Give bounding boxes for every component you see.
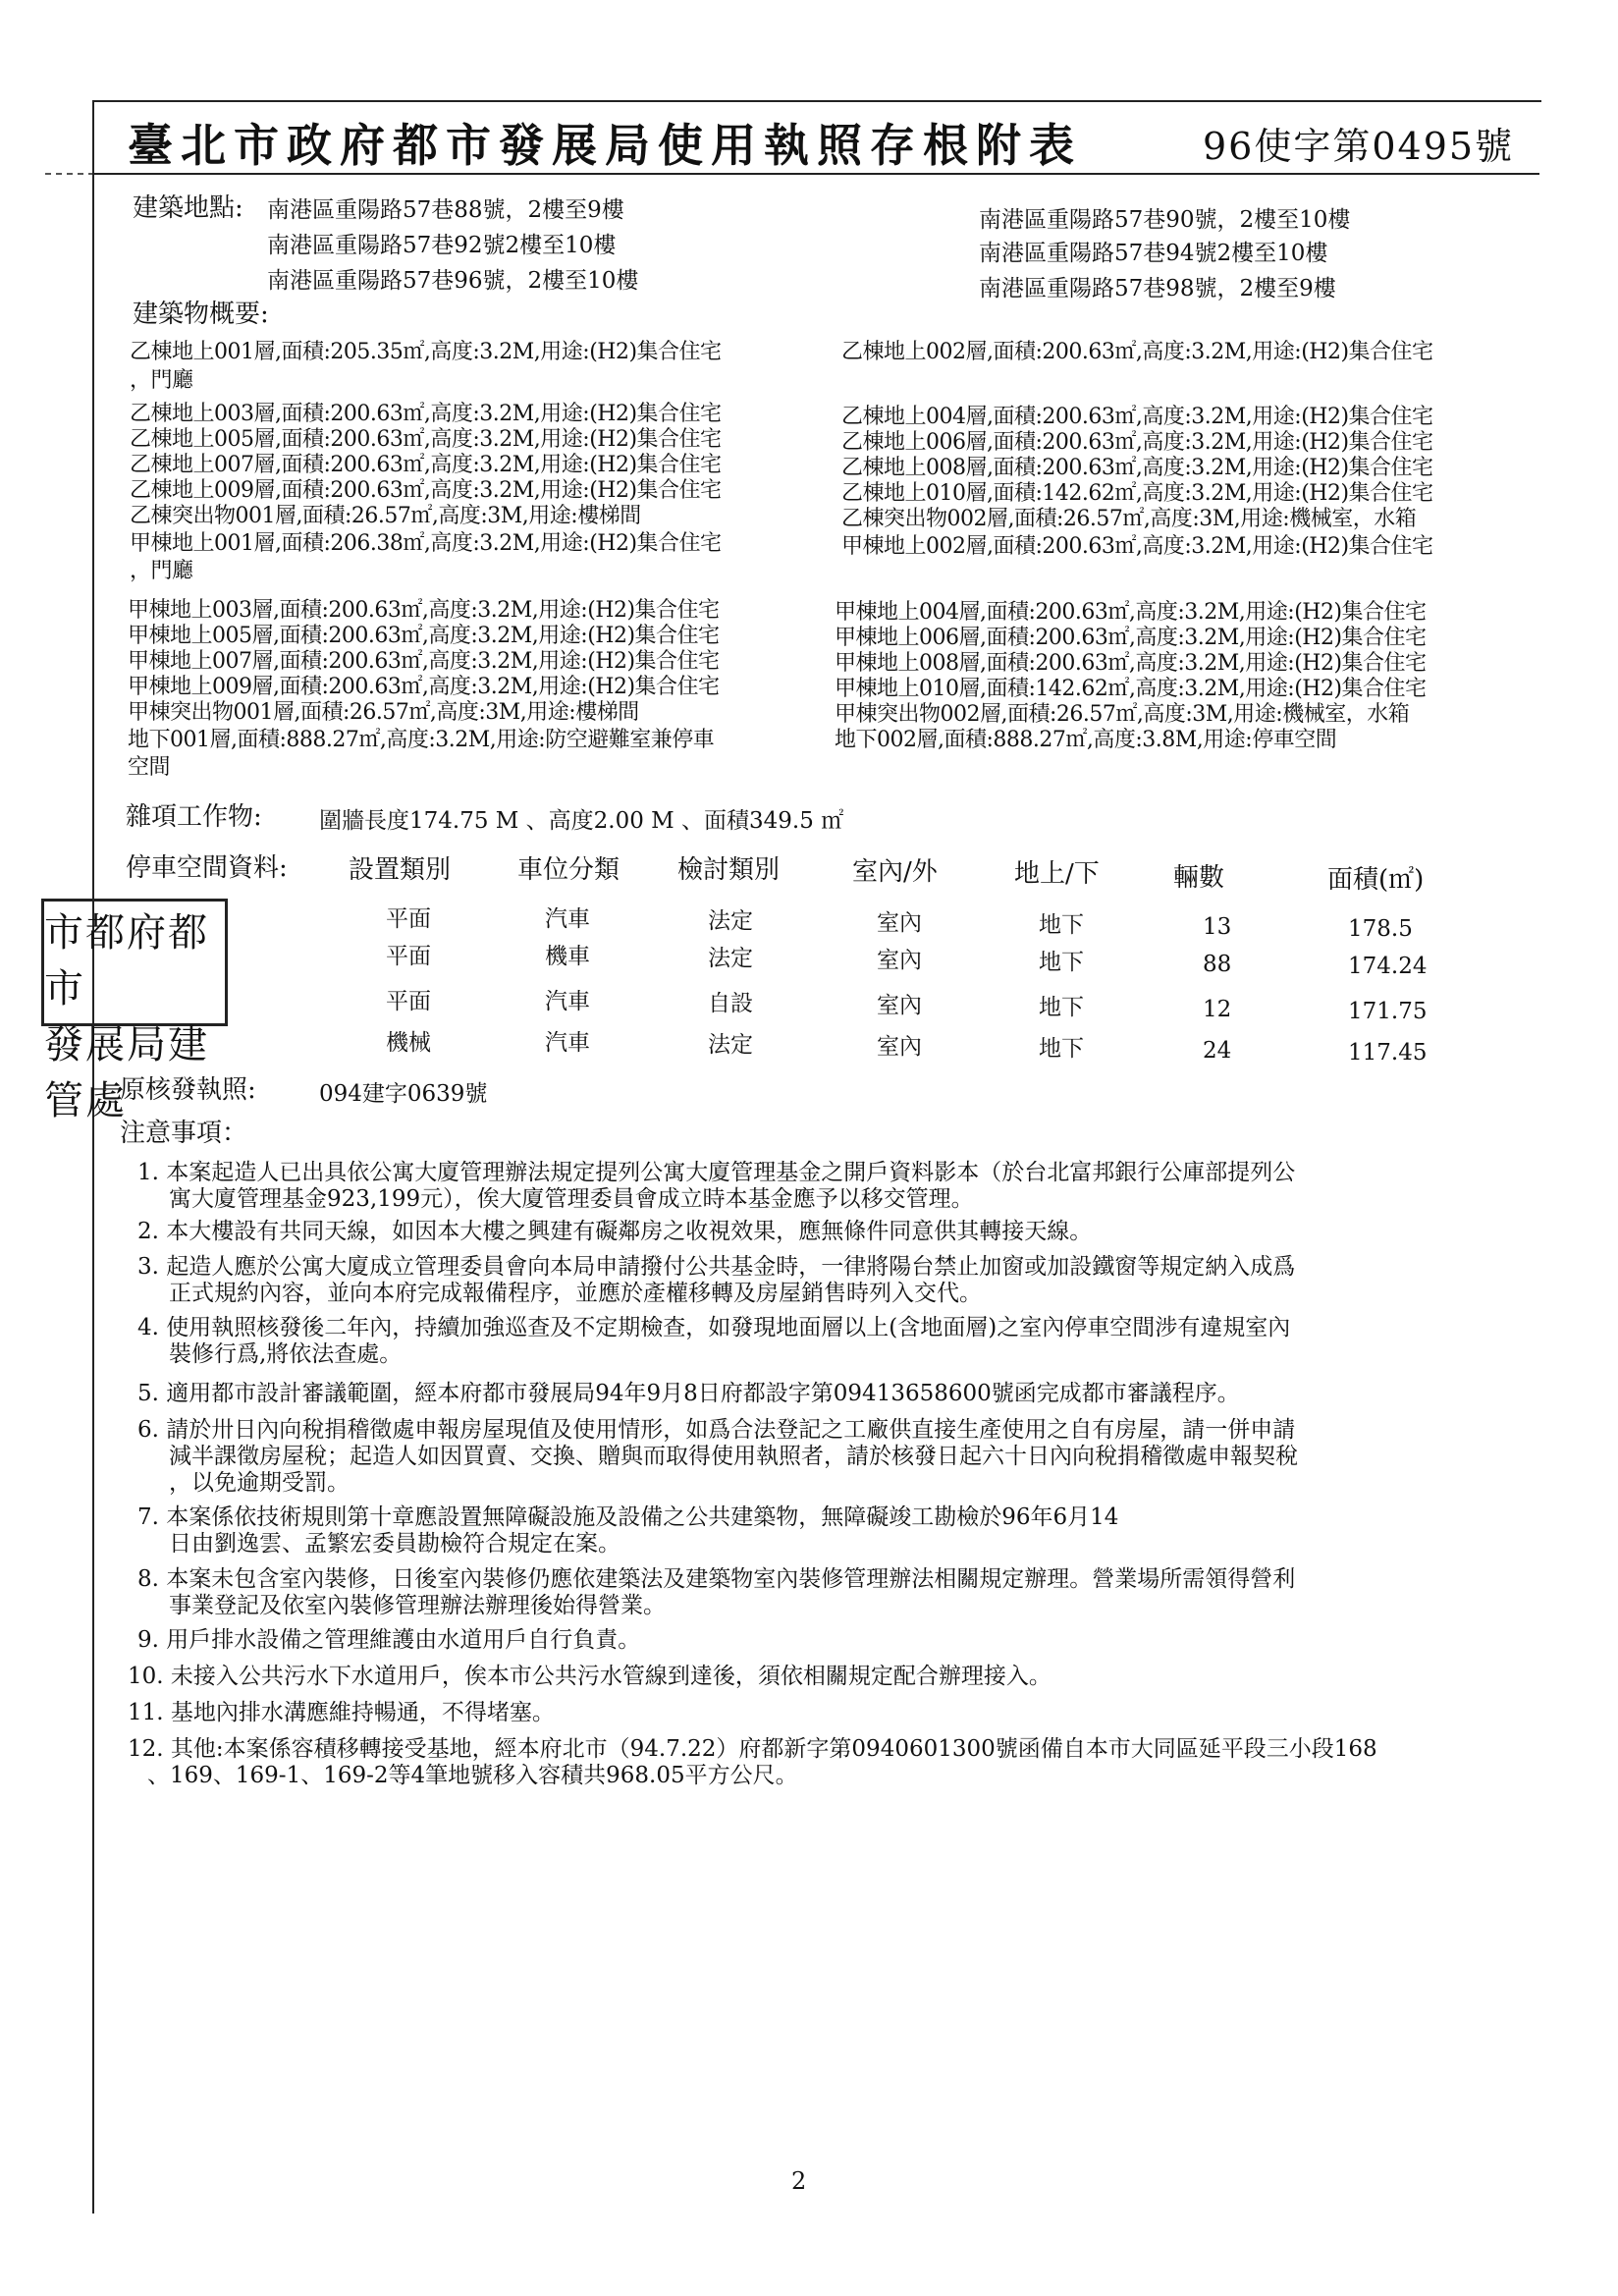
seal-text: 市都府都市 — [44, 910, 209, 1011]
overview-line: 甲棟地上007層,面積:200.63㎡,高度:3.2M,用途:(H2)集合住宅 — [128, 649, 720, 674]
note-line: 6. 請於卅日內向稅捐稽徵處申報房屋現值及使用情形，如爲合法登記之工廠供直接生產使用之自有房屋，請一併申請 — [137, 1417, 1296, 1443]
note-line: ，以免逾期受罰。 — [169, 1470, 350, 1496]
document-number: 96使字第0495號 — [1203, 125, 1515, 168]
parking-header: 輛數 — [1173, 863, 1225, 893]
parking-cell: 平面 — [386, 989, 431, 1014]
note-line: 減半課徵房屋稅；起造人如因買賣、交換、贈與而取得使用執照者，請於核發日起六十日內向稅捐稽徵處申報契稅 — [169, 1444, 1298, 1469]
note-line: 4. 使用執照核發後二年內，持續加強巡查及不定期檢查，如發現地面層以上(含地面層)之室內停車空間涉有違規室內 — [137, 1315, 1291, 1340]
overview-line: 乙棟突出物001層,面積:26.57㎡,高度:3M,用途:樓梯間 — [130, 504, 641, 528]
parking-cell: 室內 — [877, 1034, 922, 1060]
original-license-label: 原核發執照: — [120, 1075, 256, 1105]
overview-line: 地下002層,面積:888.27㎡,高度:3.8M,用途:停車空間 — [835, 728, 1337, 752]
parking-cell: 機車 — [545, 944, 590, 969]
parking-cell: 地下 — [1039, 995, 1084, 1020]
parking-cell: 平面 — [386, 944, 431, 969]
note-line: 7. 本案係依技術規則第十章應設置無障礙設施及設備之公共建築物，無障礙竣工勘檢於96年6月14 — [137, 1504, 1119, 1530]
parking-header: 室內/外 — [852, 857, 938, 887]
address-line: 南港區重陽路57巷92號2樓至10樓 — [267, 233, 617, 258]
parking-cell: 自設 — [708, 991, 753, 1016]
overview-line: 甲棟地上003層,面積:200.63㎡,高度:3.2M,用途:(H2)集合住宅 — [128, 598, 720, 623]
note-line: 2. 本大樓設有共同天線，如因本大樓之興建有礙鄰房之收視效果，應無條件同意供其轉接天線。 — [137, 1219, 1093, 1244]
overview-line: 乙棟地上003層,面積:200.63㎡,高度:3.2M,用途:(H2)集合住宅 — [130, 402, 722, 426]
parking-cell: 88 — [1203, 952, 1232, 977]
note-line: 10. 未接入公共污水下水道用戶，俟本市公共污水管線到達後，須依相關規定配合辦理接入。 — [128, 1664, 1052, 1689]
parking-cell: 117.45 — [1348, 1040, 1428, 1066]
overview-line: 甲棟突出物002層,面積:26.57㎡,高度:3M,用途:機械室，水箱 — [835, 702, 1410, 727]
parking-cell: 174.24 — [1348, 954, 1428, 979]
overview-line: 地下001層,面積:888.27㎡,高度:3.2M,用途:防空避難室兼停車 — [128, 728, 715, 752]
parking-cell: 機械 — [386, 1030, 431, 1056]
note-line: 11. 基地內排水溝應維持暢通，不得堵塞。 — [128, 1700, 555, 1725]
note-line: 裝修行爲,將依法查處。 — [169, 1341, 403, 1367]
misc-work-value: 圍牆長度174.75 M 、高度2.00 M 、面積349.5 ㎡ — [319, 808, 844, 834]
address-line: 南港區重陽路57巷90號，2樓至10樓 — [979, 207, 1351, 233]
parking-cell: 汽車 — [545, 906, 590, 932]
overview-line: 乙棟地上008層,面積:200.63㎡,高度:3.2M,用途:(H2)集合住宅 — [841, 456, 1433, 480]
parking-header: 地上/下 — [1014, 859, 1100, 889]
address-line: 南港區重陽路57巷94號2樓至10樓 — [979, 241, 1328, 266]
parking-cell: 平面 — [386, 906, 431, 932]
parking-header: 車位分類 — [517, 855, 620, 885]
parking-cell: 地下 — [1039, 1036, 1084, 1062]
overview-line: 乙棟地上007層,面積:200.63㎡,高度:3.2M,用途:(H2)集合住宅 — [130, 453, 722, 477]
parking-cell: 汽車 — [545, 989, 590, 1014]
overview-line: 甲棟地上010層,面積:142.62㎡,高度:3.2M,用途:(H2)集合住宅 — [835, 677, 1427, 701]
parking-cell: 13 — [1203, 914, 1232, 940]
overview-line: ，門廳 — [130, 368, 193, 393]
address-line: 南港區重陽路57巷88號，2樓至9樓 — [267, 197, 624, 223]
parking-cell: 地下 — [1039, 912, 1084, 938]
overview-line: 甲棟地上006層,面積:200.63㎡,高度:3.2M,用途:(H2)集合住宅 — [835, 626, 1427, 650]
overview-line: 乙棟突出物002層,面積:26.57㎡,高度:3M,用途:機械室，水箱 — [841, 507, 1417, 531]
misc-work-label: 雜項工作物: — [126, 802, 262, 832]
overview-line: 甲棟地上001層,面積:206.38㎡,高度:3.2M,用途:(H2)集合住宅 — [130, 531, 722, 556]
note-line: 5. 適用都市設計審議範圍，經本府都市發展局94年9月8日府都設字第09413658600號函完成都市審議程序。 — [137, 1381, 1240, 1406]
overview-line: 甲棟地上009層,面積:200.63㎡,高度:3.2M,用途:(H2)集合住宅 — [128, 675, 720, 699]
document-title: 臺北市政府都市發展局使用執照存根附表 — [128, 119, 1082, 172]
note-line: 日由劉逸雲、孟繁宏委員勘檢符合規定在案。 — [169, 1531, 620, 1557]
overview-label: 建築物概要: — [133, 300, 269, 329]
punch-hole-mark — [45, 173, 94, 175]
parking-cell: 法定 — [708, 1032, 753, 1058]
parking-cell: 24 — [1203, 1038, 1232, 1064]
parking-cell: 178.5 — [1348, 916, 1413, 942]
overview-line: 乙棟地上010層,面積:142.62㎡,高度:3.2M,用途:(H2)集合住宅 — [841, 481, 1433, 506]
seal-text: 發展局建管處 — [44, 1022, 209, 1123]
overview-line: 乙棟地上002層,面積:200.63㎡,高度:3.2M,用途:(H2)集合住宅 — [841, 340, 1433, 364]
note-line: 12. 其他:本案係容積移轉接受基地，經本府北市（94.7.22）府都新字第0940601300號函備自本市大同區延平段三小段168 — [128, 1736, 1377, 1762]
note-line: 、169、169-1、169-2等4筆地號移入容積共968.05平方公尺。 — [147, 1763, 798, 1788]
original-license-value: 094建字0639號 — [319, 1081, 488, 1107]
parking-header: 設置類別 — [349, 855, 452, 885]
address-line: 南港區重陽路57巷96號，2樓至10樓 — [267, 268, 639, 294]
page-number: 2 — [791, 2167, 807, 2195]
overview-line: ，門廳 — [130, 559, 193, 583]
overview-line: 甲棟地上002層,面積:200.63㎡,高度:3.2M,用途:(H2)集合住宅 — [841, 534, 1433, 559]
notes-label: 注意事項： — [120, 1119, 248, 1148]
parking-cell: 地下 — [1039, 950, 1084, 975]
parking-header: 面積(㎡) — [1327, 865, 1425, 895]
parking-cell: 12 — [1203, 997, 1232, 1022]
parking-cell: 室內 — [877, 948, 922, 973]
note-line: 9. 用戶排水設備之管理維護由水道用戶自行負責。 — [137, 1627, 641, 1653]
parking-cell: 171.75 — [1348, 999, 1428, 1024]
note-line: 寓大廈管理基金923,199元），俟大廈管理委員會成立時本基金應予以移交管理。 — [169, 1186, 974, 1212]
parking-cell: 室內 — [877, 910, 922, 936]
note-line: 8. 本案未包含室內裝修，日後室內裝修仍應依建築法及建築物室內裝修管理辦法相關規定辦理。營業場所需領得營利 — [137, 1566, 1296, 1592]
address-label: 建築地點: — [133, 193, 243, 223]
overview-line: 甲棟地上008層,面積:200.63㎡,高度:3.2M,用途:(H2)集合住宅 — [835, 651, 1427, 676]
parking-cell: 汽車 — [545, 1030, 590, 1056]
parking-label: 停車空間資料: — [126, 853, 288, 883]
overview-line: 甲棟突出物001層,面積:26.57㎡,高度:3M,用途:樓梯間 — [128, 700, 639, 725]
overview-line: 乙棟地上009層,面積:200.63㎡,高度:3.2M,用途:(H2)集合住宅 — [130, 478, 722, 503]
parking-cell: 法定 — [708, 908, 753, 934]
overview-line: 甲棟地上005層,面積:200.63㎡,高度:3.2M,用途:(H2)集合住宅 — [128, 624, 720, 648]
parking-cell: 室內 — [877, 993, 922, 1018]
overview-line: 乙棟地上001層,面積:205.35㎡,高度:3.2M,用途:(H2)集合住宅 — [130, 340, 722, 364]
overview-line: 乙棟地上005層,面積:200.63㎡,高度:3.2M,用途:(H2)集合住宅 — [130, 427, 722, 452]
overview-line: 甲棟地上004層,面積:200.63㎡,高度:3.2M,用途:(H2)集合住宅 — [835, 600, 1427, 625]
note-line: 正式規約內容，並向本府完成報備程序，並應於產權移轉及房屋銷售時列入交代。 — [169, 1281, 982, 1306]
note-line: 事業登記及依室內裝修管理辦法辦理後始得營業。 — [169, 1593, 666, 1618]
overview-line: 乙棟地上006層,面積:200.63㎡,高度:3.2M,用途:(H2)集合住宅 — [841, 430, 1433, 455]
address-line: 南港區重陽路57巷98號，2樓至9樓 — [979, 276, 1336, 301]
overview-line: 空間 — [128, 755, 171, 780]
overview-line: 乙棟地上004層,面積:200.63㎡,高度:3.2M,用途:(H2)集合住宅 — [841, 405, 1433, 429]
note-line: 3. 起造人應於公寓大廈成立管理委員會向本局申請撥付公共基金時，一律將陽台禁止加窗或加設鐵窗等規定納入成爲 — [137, 1254, 1296, 1280]
parking-cell: 法定 — [708, 946, 753, 971]
note-line: 1. 本案起造人已出具依公寓大廈管理辦法規定提列公寓大廈管理基金之開戶資料影本（於台北富邦銀行公庫部提列公 — [137, 1160, 1296, 1185]
parking-header: 檢討類別 — [677, 855, 781, 885]
